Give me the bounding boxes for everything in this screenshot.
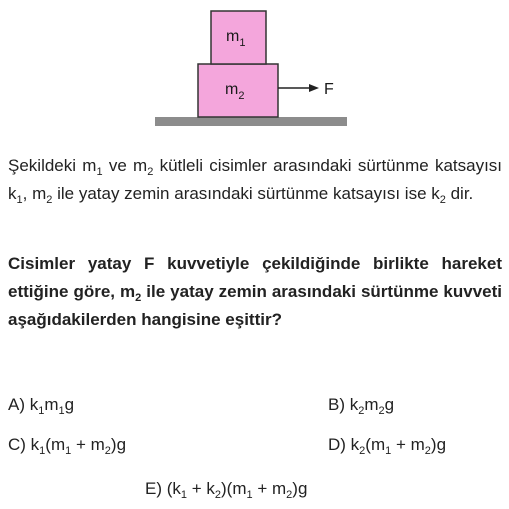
- option-e[interactable]: [145, 478, 307, 500]
- opt-text: + m: [71, 435, 105, 454]
- force-label: F: [324, 81, 334, 98]
- stem-text: Şekildeki m: [8, 156, 97, 175]
- opt-sub: 2: [359, 445, 366, 457]
- stem-sub: 2: [147, 166, 154, 178]
- opt-text: + k: [187, 479, 215, 498]
- option-a[interactable]: [8, 394, 74, 416]
- stem-text: , m: [22, 184, 47, 203]
- opt-sub: 2: [214, 489, 222, 501]
- blocks-diagram: [0, 0, 509, 130]
- stem-text: kütleli cisimler arasındaki sürtünme katsayısı k: [8, 156, 503, 203]
- opt-sub: 2: [378, 405, 385, 417]
- opt-sub: 2: [104, 445, 111, 457]
- stem-sub: 2: [46, 194, 53, 206]
- opt-text: + m: [252, 479, 287, 498]
- problem-stem: [8, 152, 502, 208]
- opt-text: D) k: [328, 435, 360, 454]
- opt-text: m: [364, 395, 379, 414]
- opt-text: )(m: [221, 479, 247, 498]
- opt-text: g: [384, 395, 395, 414]
- option-c[interactable]: [8, 434, 126, 456]
- opt-text: A) k: [8, 395, 39, 414]
- stem-sub: 1: [96, 166, 103, 178]
- physics-figure: [0, 0, 509, 130]
- opt-sub: 1: [38, 405, 45, 417]
- opt-sub: 1: [180, 489, 188, 501]
- question-sub: 2: [135, 292, 142, 304]
- option-b[interactable]: [328, 394, 394, 416]
- opt-text: )g: [110, 435, 127, 454]
- opt-text: E) (k: [145, 479, 181, 498]
- force-arrow-head: [309, 84, 319, 92]
- opt-sub: 1: [39, 445, 46, 457]
- opt-text: )g: [430, 435, 447, 454]
- question-part: ile yatay zemin arasındaki sürtünme kuvveti aşağıdakilerden hangisine eşittir?: [8, 282, 502, 329]
- question-part: Cisimler yatay F kuvvetiyle çekildiğinde birlikte hareket ettiğine göre, m: [8, 254, 502, 301]
- opt-text: B) k: [328, 395, 359, 414]
- opt-text: g: [64, 395, 75, 414]
- opt-text: C) k: [8, 435, 40, 454]
- stem-text: ile yatay zemin arasındaki sürtünme katsayısı ise k: [52, 184, 440, 203]
- opt-text: )g: [292, 479, 308, 498]
- opt-sub: 2: [424, 445, 431, 457]
- stem-sub: 2: [439, 194, 446, 206]
- stem-text: ve m: [102, 156, 148, 175]
- block-m1-label: $m_1$: [226, 28, 246, 49]
- opt-text: + m: [391, 435, 425, 454]
- opt-sub: 1: [65, 445, 72, 457]
- question-text: [8, 250, 502, 334]
- option-d[interactable]: [328, 434, 446, 456]
- opt-sub: 1: [246, 489, 253, 501]
- opt-text: m: [44, 395, 59, 414]
- stem-text: dir.: [445, 184, 474, 203]
- block-m2-label: $m_2$: [225, 81, 245, 102]
- opt-text: (m: [365, 435, 386, 454]
- opt-sub: 1: [385, 445, 392, 457]
- opt-sub: 1: [58, 405, 65, 417]
- stem-sub: 1: [16, 194, 23, 206]
- opt-sub: 2: [358, 405, 365, 417]
- ground: [155, 117, 347, 126]
- opt-sub: 2: [286, 489, 293, 501]
- opt-text: (m: [45, 435, 66, 454]
